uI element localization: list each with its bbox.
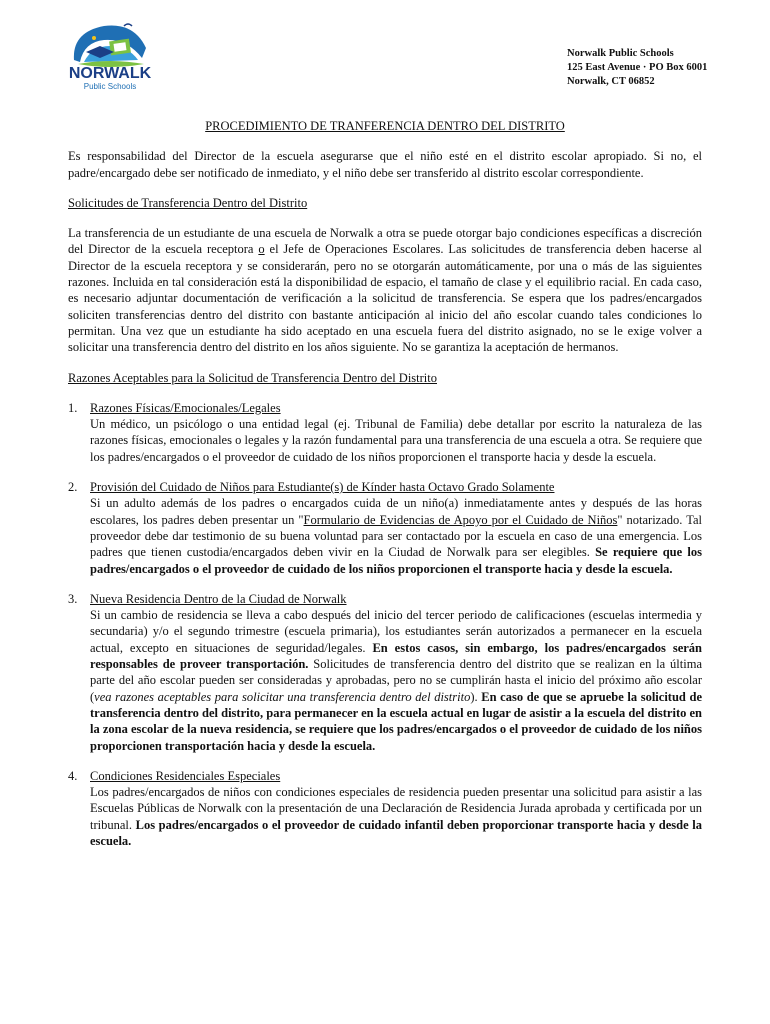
section-heading-requests: Solicitudes de Transferencia Dentro del Distrito <box>68 195 308 210</box>
address-street: 125 East Avenue · PO Box 6001 <box>567 62 708 73</box>
norwalk-logo-graphic <box>64 18 156 98</box>
item-text: Los padres/encargados de niños con condiciones especiales de residencia pueden presentar una solicitud para asistir a las Escuelas Públicas de Norwalk con la presentación de una Declaración de Residencia Jurada aprobada y certificada por un tribunal. Los padres/encargados o el proveedor de cuidado infantil deben proporcionar transporte hacia y desde la escuela. <box>90 785 702 848</box>
list-item <box>68 768 702 849</box>
item-text: Si un adulto además de los padres o encargados cuida de un niño(a) inmediatamente antes y después de las horas escolares, los padres deben presentar un "Formulario de Evidencias de Apoyo por el Cuidado de Niños" notarizado. Tal proveedor debe dar testimonio de su buena voluntad para ser contactado por la escuela en caso de una emergencia. Los padres que tienen custodia/encargados deben vivir en la Ciudad de Norwalk para ser elegibles. Se requiere que los padres/encargados o el proveedor de cuidado de los niños proporcionen el transporte hacia y desde la escuela. <box>90 496 702 576</box>
item-text: Un médico, un psicólogo o una entidad legal (ej. Tribunal de Familia) debe detallar por escrito la naturaleza de las razones físicas, emocionales o legales y la razón fundamental para una transferencia de una escuela a otra. Se requiere que los padres/encargados o el proveedor de cuidado de los niños proporcionen el transporte hacia y desde la escuela. <box>90 417 702 464</box>
address-city: Norwalk, CT 06852 <box>567 76 655 87</box>
intro-paragraph: Es responsabilidad del Director de la escuela asegurarse que el niño esté en el distrito escolar apropiado. Si no, el padre/encargado debe ser notificado de inmediato, y el niño debe ser transferido al distrito escolar correspondiente. <box>68 149 702 180</box>
item-heading: Provisión del Cuidado de Niños para Estudiante(s) de Kínder hasta Octavo Grado Solamente <box>90 480 555 495</box>
item-number: 3. <box>68 591 78 606</box>
svg-text:NORWALK: NORWALK <box>68 65 152 82</box>
document-body <box>68 118 702 863</box>
form-name: Formulario de Evidencias de Apoyo por el Cuidado de Niños <box>303 512 618 527</box>
item-number: 1. <box>68 400 78 415</box>
item-heading: Condiciones Residenciales Especiales <box>90 768 281 783</box>
item-heading: Razones Físicas/Emocionales/Legales <box>90 400 281 415</box>
norwalk-logo <box>64 18 156 98</box>
requests-paragraph: La transferencia de un estudiante de una escuela de Norwalk a otra se puede otorgar bajo condiciones específicas a discreción del Director de la escuela receptora o el Jefe de Operaciones Escolares. Las solicitudes de transferencia deben hacerse al Director de la escuela receptora y se considerarán, pero no se otorgarán automáticamente, por una o más de las siguientes razones. Incluida en tal consideración está la disponibilidad de espacio, el tamaño de clase y el equilibrio racial. En cada caso, es necesario adjuntar documentación de verificación a la solicitud de transferencia. Se espera que los padres/encargados soliciten transferencias dentro del distrito con bastante anticipación al inicio del año escolar cuando tales condiciones lo permitan. Una vez que un estudiante ha sido aceptado en una escuela fuera del distrito asignado, no se le exige volver a solicitar una transferencia dentro del distrito en los años siguiente. No se garantiza la aceptación de hermanos. <box>68 226 702 355</box>
section-heading-reasons: Razones Aceptables para la Solicitud de Transferencia Dentro del Distrito <box>68 370 437 385</box>
list-item <box>68 400 702 465</box>
school-address <box>567 47 717 89</box>
svg-text:Public Schools: Public Schools <box>83 82 137 91</box>
item-heading: Nueva Residencia Dentro de la Ciudad de Norwalk <box>90 591 347 606</box>
list-item <box>68 479 702 577</box>
address-name: Norwalk Public Schools <box>567 48 674 59</box>
page-title: PROCEDIMIENTO DE TRANFERENCIA DENTRO DEL DISTRITO <box>205 119 565 133</box>
item-number: 4. <box>68 768 78 783</box>
item-number: 2. <box>68 480 78 495</box>
item-text: Si un cambio de residencia se lleva a cabo después del inicio del tercer periodo de calificaciones (escuelas intermedia y secundaria) y/o el segundo trimestre (escuela primaria), los estudiantes serán autorizados a permanecer en la escuela actual, excepto en situaciones de seguridad/legales. En estos casos, sin embargo, los padres/encargados serán responsables de proveer transportación. Solicitudes de transferencia dentro del distrito que se realizan en la última parte del año escolar pueden ser consideradas y aprobadas, pero no se cumplirán hasta el inicio del próximo año escolar (vea razones aceptables para solicitar una transferencia dentro del distrito). En caso de que se apruebe la solicitud de transferencia dentro del distrito, para permanecer en la escuela actual en lugar de asistir a la escuela del distrito en la zona escolar de la nueva residencia, se requiere que los padres/encargados o el proveedor de cuidado de los niños proporcionen transportación hacia y desde la escuela. <box>90 608 703 753</box>
list-item <box>68 591 702 754</box>
